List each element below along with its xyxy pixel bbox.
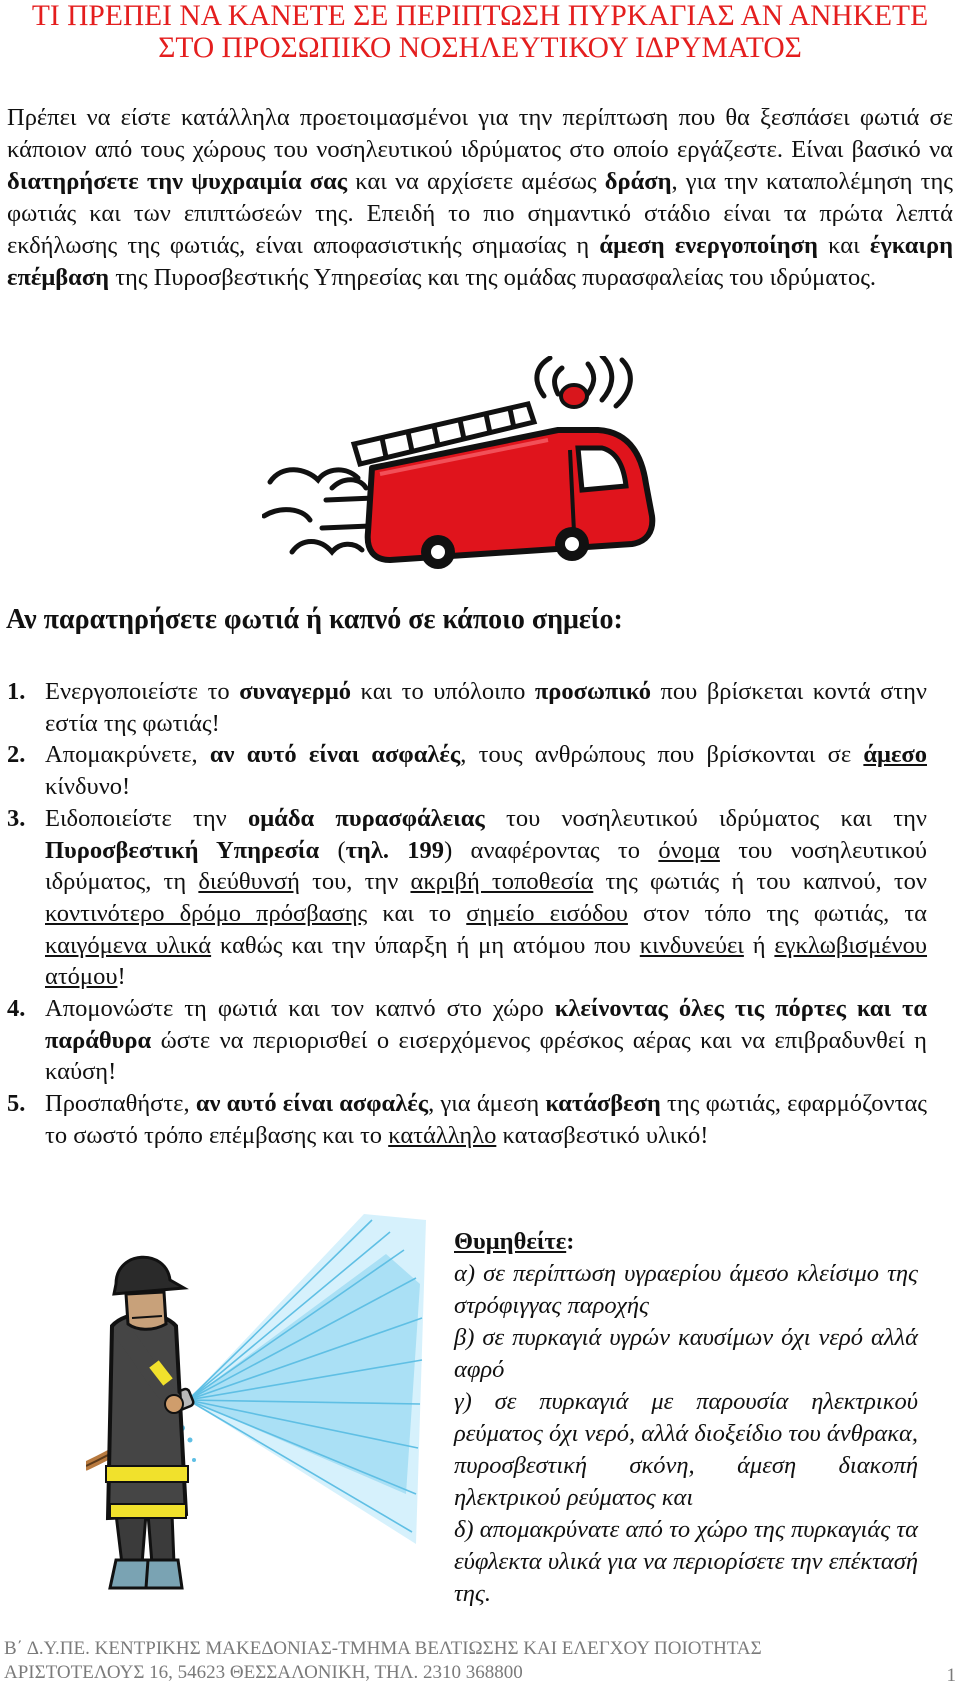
step-text: τηλ. 199 (345, 836, 445, 864)
step-text: κοντινότερο δρόμο πρόσβασης (45, 899, 368, 927)
step-text: , τους ανθρώπους που βρίσκονται σε (460, 741, 864, 769)
step-text: της φωτιάς ή του καπνού, τον (593, 868, 927, 896)
step-text: αν αυτό είναι ασφαλές (209, 741, 461, 769)
step-text: ! (117, 963, 126, 991)
reminder-title (454, 1226, 918, 1258)
reminder-item: δ) απομακρύνατε από το χώρο της πυρκαγιάς τα εύφλεκτα υλικά για να περιορίσετε την επέκτασή της. (454, 1516, 918, 1607)
speed-lines-icon (264, 470, 374, 552)
step-text: ή (743, 931, 775, 959)
steps-list (7, 676, 927, 1152)
step-text: καθώς και την ύπαρξη ή μη ατόμου που (211, 931, 640, 959)
step-text: κίνδυνο! (45, 773, 131, 801)
step-text: άμεσο (863, 741, 927, 769)
step-item (7, 739, 927, 802)
water-spray-icon (176, 1214, 427, 1544)
step-text: κατάσβεση (545, 1090, 661, 1118)
step-text: κατάλληλο (388, 1121, 497, 1149)
step-text: ομάδα πυρασφάλειας (248, 804, 485, 832)
intro-text: της Πυροσβεστικής Υπηρεσίας και της ομάδας πυρασφαλείας του ιδρύματος. (109, 264, 877, 291)
step-number: 3. (7, 804, 26, 832)
intro-text: , για την καταπολέμηση της φωτιάς και των επιπτώσεών της. Επειδή το πιο σημαντικό στάδιο είναι τα πρώτα λεπτά εκδήλωσης της φωτιάς, είναι αποφασιστικής σημασίας η (7, 168, 953, 259)
step-number: 2. (7, 741, 26, 769)
intro-emphasis: άμεση ενεργοποίηση (599, 232, 818, 259)
step-text: Ειδοποιείστε την (45, 804, 248, 832)
step-text: αν αυτό είναι ασφαλές (195, 1090, 429, 1118)
step-text: του νοσηλευτικού ιδρύματος και την (484, 804, 927, 832)
step-text: ώστε να περιορισθεί ο εισερχόμενος φρέσκος αέρας και να επιβραδυνθεί η καύση! (45, 1026, 927, 1086)
document-title: ΤΙ ΠΡΕΠΕΙ ΝΑ ΚΑΝΕΤΕ ΣΕ ΠΕΡΙΠΤΩΣΗ ΠΥΡΚΑΓΙΑΣ ΑΝ ΑΝΗΚΕΤΕ ΣΤΟ ΠΡΟΣΩΠΙΚΟ ΝΟΣΗΛΕΥΤΙΚΟΥ ΙΔΡΥΜΑΤΟΣ (31, 0, 929, 64)
step-text: κινδυνεύει (639, 931, 744, 959)
step-text: ακριβή τοποθεσία (410, 868, 594, 896)
step-text: Ενεργοποιείστε το (45, 678, 240, 705)
intro-emphasis: διατηρήσετε την ψυχραιμία σας (7, 168, 348, 195)
step-text: διεύθυνσή (198, 868, 300, 896)
step-item (7, 1088, 927, 1151)
step-text: σημείο εισόδου (466, 899, 628, 927)
firefighter-body (106, 1257, 188, 1588)
step-text: και το (367, 899, 467, 927)
step-item (7, 676, 927, 739)
firefighter-image (86, 1214, 426, 1594)
step-text: εγκλωβισμένου ατόμου (45, 931, 928, 991)
footer-address: ΑΡΙΣΤΟΤΕΛΟΥΣ 16, 54623 ΘΕΣΣΑΛΟΝΙΚΗ, ΤΗΛ. 2310 368800 (4, 1662, 523, 1683)
footer-organization: Β΄ Δ.Υ.ΠΕ. ΚΕΝΤΡΙΚΗΣ ΜΑΚΕΔΟΝΙΑΣ-ΤΜΗΜΑ ΒΕΛΤΙΩΣΗΣ ΚΑΙ ΕΛΕΓΧΟΥ ΠΟΙΟΤΗΤΑΣ (4, 1638, 762, 1659)
intro-paragraph (7, 102, 953, 294)
step-text: της φωτιάς, εφαρμόζοντας το σωστό τρόπο επέμβασης και το (45, 1090, 927, 1149)
step-item (7, 993, 927, 1088)
step-text: κατασβεστικό υλικό! (496, 1121, 709, 1149)
step-text: συναγερμό (239, 678, 352, 705)
step-text: προσωπικό (534, 678, 652, 705)
page-footer (4, 1637, 934, 1685)
step-text: του, την (299, 868, 411, 896)
section-heading: Αν παρατηρήσετε φωτιά ή καπνό σε κάποιο σημείο: (6, 604, 623, 635)
reminder-title-text: Θυμηθείτε (454, 1228, 567, 1255)
intro-text: και (817, 232, 870, 259)
intro-text: Πρέπει να είστε κατάλληλα προετοιμασμένοι για την περίπτωση που θα ξεσπάσει φωτιά σε κάποιον από τους χώρους του νοσηλευτικού ιδρύματος στο οποίο εργάζεστε. Είναι βασικό να (7, 104, 953, 163)
step-text: του νοσηλευτικού ιδρύματος, τη (45, 836, 927, 896)
step-text: , για άμεση (428, 1090, 546, 1118)
step-text: Πυροσβεστική Υπηρεσία (45, 836, 320, 864)
page-number: 1 (946, 1665, 956, 1686)
step-text: καιγόμενα υλικά (45, 931, 212, 959)
step-text: Απομονώστε τη φωτιά και τον καπνό στο χώρο (45, 995, 555, 1023)
step-number: 5. (7, 1090, 26, 1118)
step-text: κλείνοντας όλες τις πόρτες και τα παράθυρα (45, 995, 927, 1054)
reminder-box (454, 1226, 918, 1610)
step-text: Προσπαθήστε, (45, 1090, 196, 1118)
reminder-item: β) σε πυρκαγιά υγρών καυσίμων όχι νερό αλλά αφρό (454, 1324, 918, 1383)
reminder-item: γ) σε πυρκαγιά με παρουσία ηλεκτρικού ρεύματος όχι νερό, αλλά διοξείδιο του άνθρακα, πυροσβεστική σκόνη, άμεση διακοπή ηλεκτρικού ρεύματος και (454, 1388, 918, 1511)
step-text: ) αναφέροντας το (444, 836, 659, 864)
step-text: Απομακρύνετε, (45, 741, 210, 769)
reminder-item: α) σε περίπτωση υγραερίου άμεσο κλείσιμο της στρόφιγγας παροχής (454, 1260, 918, 1319)
step-text: και το υπόλοιπο (351, 678, 535, 705)
intro-emphasis: έγκαιρη επέμβαση (7, 232, 953, 291)
step-number: 4. (7, 995, 26, 1023)
step-item (7, 803, 927, 993)
reminder-title-colon: : (566, 1228, 575, 1255)
step-number: 1. (7, 678, 26, 705)
step-text: όνομα (658, 836, 720, 864)
step-text: ( (319, 836, 346, 864)
step-text: που βρίσκεται κοντά στην εστία της φωτιάς! (45, 678, 928, 737)
intro-text: και να αρχίσετε αμέσως (347, 168, 605, 195)
intro-emphasis: δράση (604, 168, 672, 195)
fire-truck-image (262, 356, 712, 570)
step-text: στον τόπο της φωτιάς, τα (627, 899, 928, 927)
